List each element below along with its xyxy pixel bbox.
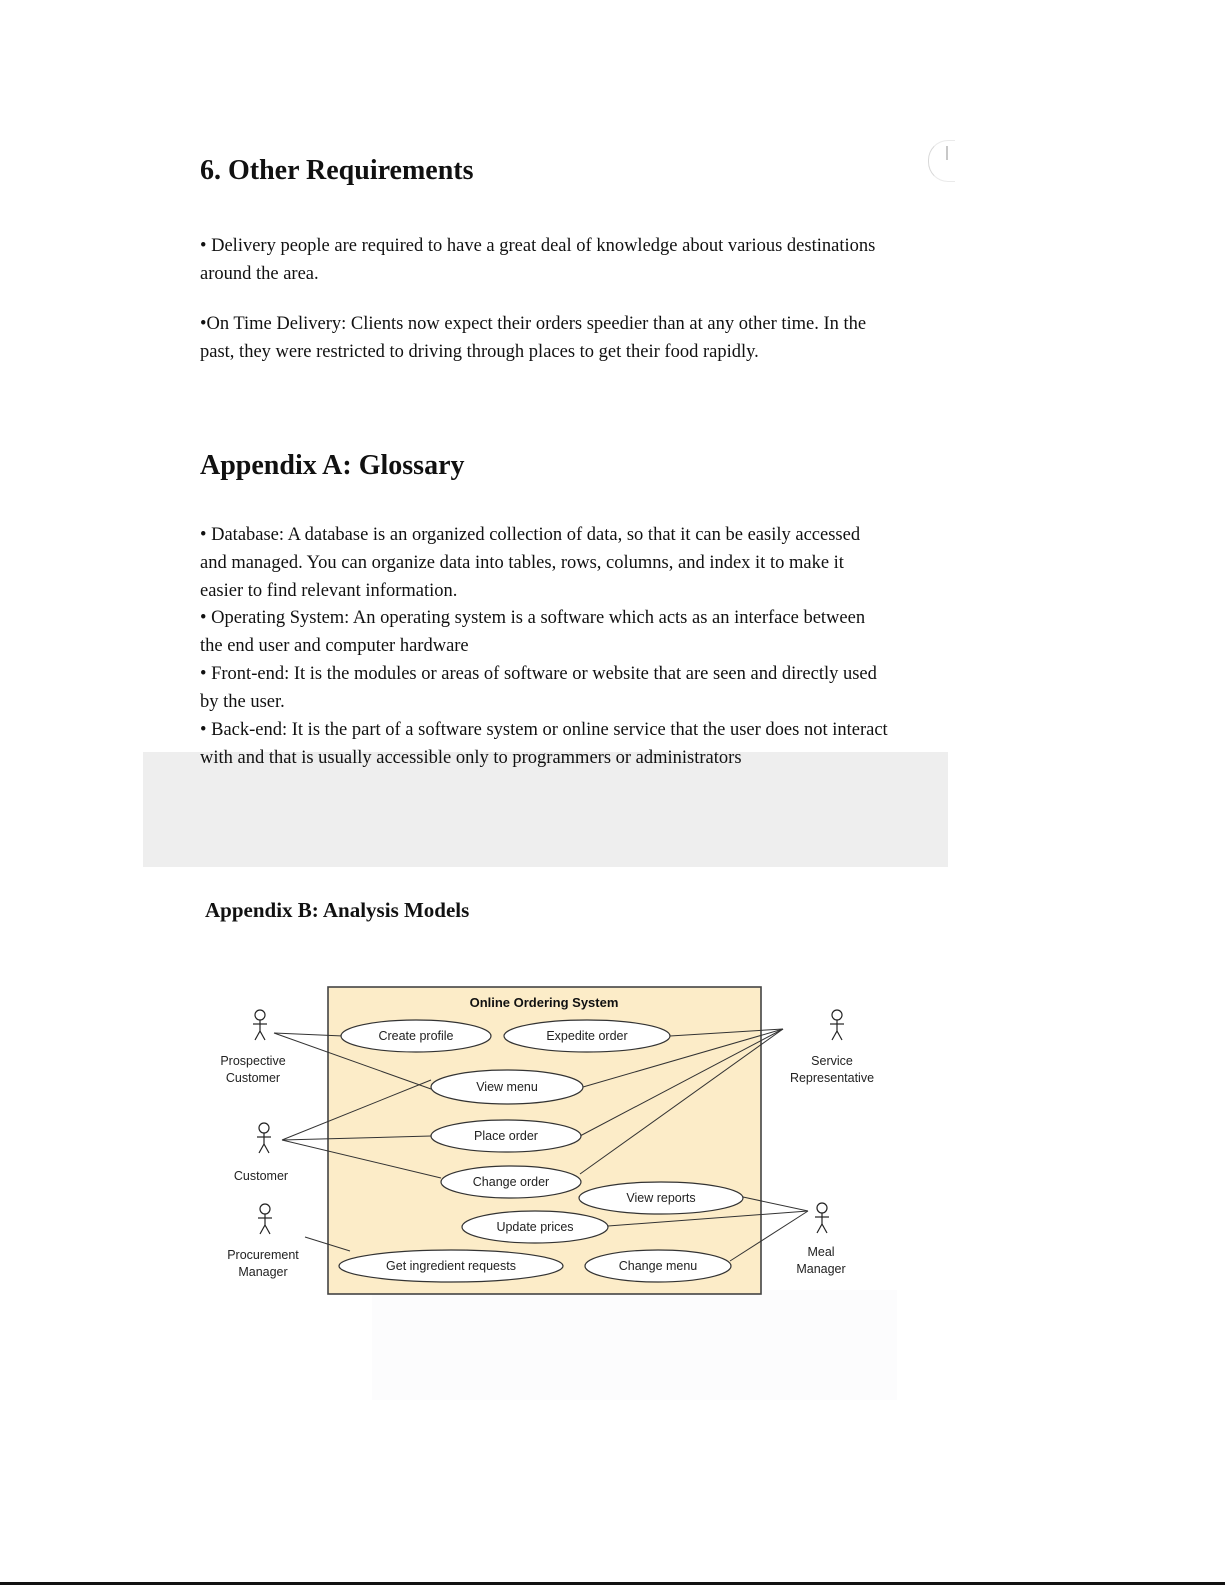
actor-label-procurement: Procurement (227, 1248, 299, 1262)
use-case-label-expedite-order: Expedite order (546, 1029, 628, 1043)
use-case-label-view-reports: View reports (626, 1191, 696, 1205)
actor-label-customer: Customer (233, 1169, 289, 1183)
actor-service-representative-icon (830, 1010, 844, 1040)
actor-label-service-representative: Representative (789, 1071, 875, 1085)
actor-label-prospective: Prospective (220, 1054, 286, 1068)
glossary-database: • Database: A database is an organized collection of data, so that it can be easily accessed and managed. You can organize data into tables, rows, columns, and index it to make it easier to find relevant information. (200, 525, 861, 601)
actor-meal-manager-icon (815, 1203, 829, 1233)
section-6-title: 6. Other Requirements (200, 155, 474, 186)
actor-label-prospective-customer: Customer (225, 1071, 281, 1085)
glossary-back-end: • Back-end: It is the part of a software system or online service that the user does not interact with and that is usually accessible only to programmers or administrators (200, 720, 888, 768)
use-case-label-update-prices: Update prices (496, 1220, 574, 1234)
system-title: Online Ordering System (469, 995, 619, 1010)
actor-label-procurement-manager: Manager (238, 1265, 288, 1279)
appendix-b-title: Appendix B: Analysis Models (205, 898, 470, 922)
requirement-delivery-knowledge: • Delivery people are required to have a great deal of knowledge about various destinations around the area. (200, 236, 876, 284)
use-case-label-place-order: Place order (474, 1129, 538, 1143)
use-case-label-change-menu: Change menu (618, 1259, 698, 1273)
actor-label-service: Service (811, 1054, 853, 1068)
glossary-front-end: • Front-end: It is the modules or areas of software or website that are seen and directly used by the user. (200, 664, 877, 712)
appendix-a-title: Appendix A: Glossary (200, 450, 465, 481)
use-case-label-create-profile: Create profile (378, 1029, 454, 1043)
actor-label-meal-manager: Manager (796, 1262, 846, 1276)
use-case-label-change-order: Change order (472, 1175, 550, 1189)
use-case-label-get-ingredient-requests: Get ingredient requests (386, 1259, 516, 1273)
actor-label-meal: Meal (807, 1245, 835, 1259)
use-case-label-view-menu: View menu (476, 1080, 538, 1094)
requirement-on-time-delivery: •On Time Delivery: Clients now expect their orders speedier than at any other time. In the past, they were restricted to driving through places to get their food rapidly. (200, 314, 867, 362)
actor-customer-icon (257, 1123, 271, 1153)
actor-prospective-customer-icon (253, 1010, 267, 1040)
actor-procurement-manager-icon (258, 1204, 272, 1234)
glossary-operating-system: • Operating System: An operating system is a software which acts as an interface between the end user and computer hardware (200, 608, 866, 656)
